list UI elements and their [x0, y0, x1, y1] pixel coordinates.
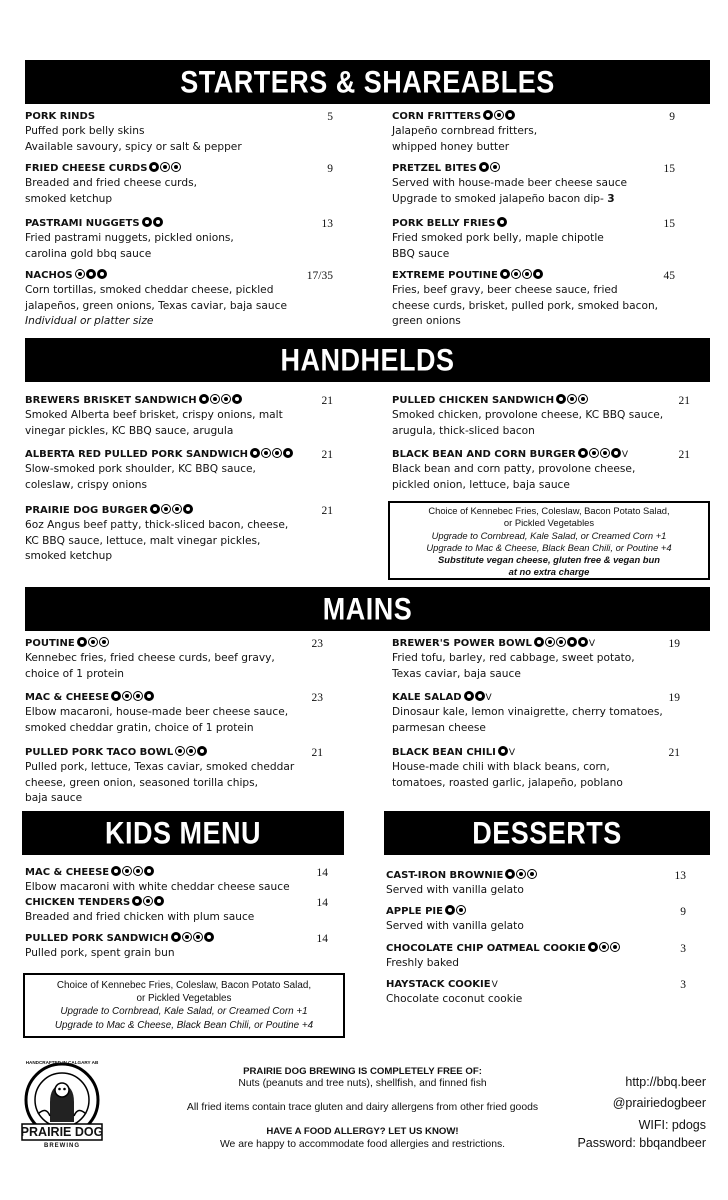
nuts-allergen-icon [533, 269, 543, 279]
vegan-icon: V [491, 980, 498, 990]
menu-item [392, 691, 702, 736]
gluten-allergen-icon [111, 866, 121, 876]
vegan-icon: V [588, 639, 596, 649]
menu-item-title: BLACK BEAN CHILI [392, 747, 496, 758]
menu-item [386, 869, 708, 899]
menu-item-price: 14 [316, 867, 328, 879]
allergen-icons [479, 162, 500, 172]
dairy-allergen-icon [567, 394, 577, 404]
menu-item-title: BREWER'S POWER BOWL [392, 638, 532, 649]
dairy-allergen-icon [511, 269, 521, 279]
dairy-allergen-icon [589, 448, 599, 458]
gluten-allergen-icon [556, 394, 566, 404]
social-handle[interactable]: @prairiedogbeer [612, 1096, 706, 1110]
allergen-icons [77, 637, 109, 647]
dairy-allergen-icon [545, 637, 555, 647]
allergen-icons [171, 932, 214, 942]
nuts-allergen-icon [611, 448, 621, 458]
dairy-allergen-icon [161, 504, 171, 514]
desserts-column [386, 869, 706, 1019]
handhelds-left-column [25, 394, 355, 574]
gluten-allergen-icon [150, 504, 160, 514]
gluten-allergen-icon [479, 162, 489, 172]
nuts-allergen-icon [144, 691, 154, 701]
menu-item-title: BLACK BEAN AND CORN BURGER [392, 449, 576, 460]
dairy-allergen-icon [494, 110, 504, 120]
allergy-note: We are happy to accommodate food allergies and restrictions. [219, 1139, 506, 1150]
section-banner-starters [25, 60, 710, 104]
allergen-icons [445, 905, 466, 915]
allergen-icons [111, 691, 154, 701]
menu-item-description: Served with house-made beer cheese sauce [392, 177, 628, 189]
menu-item-title: PORK RINDS [25, 111, 96, 122]
kids-box-line4: Upgrade to Mac & Cheese, Black Bean Chili, or Poutine +4 [54, 1019, 314, 1031]
menu-item-description: Breaded and fried cheese curds, smoked ketchup [25, 177, 197, 205]
menu-item-title: PRETZEL BITES [392, 163, 477, 174]
menu-item-price: 13 [674, 870, 686, 882]
menu-item-title: CHICKEN TENDERS [25, 897, 131, 908]
menu-item-description: Fried smoked pork belly, maple chipotle BBQ sauce [392, 232, 604, 260]
menu-item-description: Fried pastrami nuggets, pickled onions, carolina gold bbq sauce [25, 232, 234, 260]
shellfish-allergen-icon [171, 162, 181, 172]
kids-box-line2: or Pickled Vegetables [136, 993, 232, 1005]
nuts-allergen-icon [283, 448, 293, 458]
menu-item-price: 14 [316, 933, 328, 945]
shellfish-allergen-icon [186, 746, 196, 756]
menu-item-price: 9 [669, 111, 675, 123]
dairy-allergen-icon [182, 932, 192, 942]
menu-item-title: KALE SALAD [392, 692, 462, 703]
allergy-title: HAVE A FOOD ALLERGY? LET US KNOW! [266, 1126, 459, 1137]
menu-item-price: 15 [663, 163, 675, 175]
fish-allergen-icon [475, 691, 485, 701]
menu-item-price: 19 [668, 692, 680, 704]
allergen-icons [498, 746, 508, 756]
free-of-list: Nuts (peanuts and tree nuts), shellfish, and finned fish [238, 1078, 487, 1089]
menu-item-title: NACHOS [25, 270, 73, 281]
gluten-allergen-icon [505, 869, 515, 879]
gluten-allergen-icon [111, 691, 121, 701]
fried-items-note: All fried items contain trace gluten and dairy allergens from other fried goods [186, 1102, 539, 1113]
menu-item-description: Kennebec fries, fried cheese curds, beef gravy, choice of 1 protein [25, 652, 275, 680]
menu-item [25, 746, 345, 807]
menu-item-description: Jalapeño cornbread fritters, whipped honey butter [392, 125, 538, 153]
wifi-password: Password: bbqandbeer [577, 1136, 706, 1150]
allergen-icons [132, 896, 164, 906]
gluten-allergen-icon [250, 448, 260, 458]
starters-left-column [25, 110, 355, 334]
menu-item-title: PULLED PORK TACO BOWL [25, 747, 174, 758]
wifi-name: WIFI: pdogs [638, 1118, 706, 1132]
menu-item-price: 15 [663, 218, 675, 230]
handhelds-box-line5: Substitute vegan cheese, gluten free & vegan bun [438, 554, 660, 566]
gluten-allergen-icon [132, 896, 142, 906]
menu-item-price: 3 [680, 943, 686, 955]
menu-item-description: Fried tofu, barley, red cabbage, sweet potato, Texas caviar, baja sauce [392, 652, 635, 680]
menu-item-price: 9 [680, 906, 686, 918]
menu-item [392, 269, 697, 330]
gluten-allergen-icon [500, 269, 510, 279]
menu-item-upgrade [392, 192, 697, 208]
contact-info [540, 1072, 706, 1152]
allergen-icons [464, 691, 485, 701]
handhelds-box-line2: or Pickled Vegetables [503, 517, 595, 529]
allergen-icons [111, 866, 154, 876]
allergen-icons [150, 504, 193, 514]
menu-item-title: MAC & CHEESE [25, 692, 110, 703]
shellfish-allergen-icon [578, 394, 588, 404]
mains-right-column [392, 637, 712, 807]
shellfish-allergen-icon [193, 932, 203, 942]
menu-item-description: Corn tortillas, smoked cheddar cheese, pickled jalapeños, green onions, Texas caviar, baja sauce [25, 284, 287, 312]
menu-item [386, 942, 708, 972]
menu-item-title: PASTRAMI NUGGETS [25, 218, 140, 229]
menu-item-description: Slow-smoked pork shoulder, KC BBQ sauce, coleslaw, crispy onions [25, 463, 256, 491]
menu-item-title: APPLE PIE [386, 906, 443, 917]
section-banner-desserts [384, 811, 710, 855]
allergen-icons [75, 269, 107, 279]
menu-item-price: 21 [668, 747, 680, 759]
dairy-allergen-icon [88, 637, 98, 647]
menu-item-title: CHOCOLATE CHIP OATMEAL COOKIE [386, 943, 586, 954]
menu-item-description: Smoked chicken, provolone cheese, KC BBQ sauce, arugula, thick-sliced bacon [392, 409, 664, 437]
allergen-icons [556, 394, 588, 404]
dairy-allergen-icon [210, 394, 220, 404]
nuts-allergen-icon [197, 746, 207, 756]
allergen-icons [149, 162, 181, 172]
menu-item [25, 217, 355, 262]
menu-item-description: Elbow macaroni with white cheddar cheese sauce [25, 881, 290, 893]
menu-item-price: 21 [678, 395, 690, 407]
mains-left-column [25, 637, 355, 807]
menu-item [25, 932, 350, 962]
nuts-allergen-icon [505, 110, 515, 120]
menu-item-description: House-made chili with black beans, corn, tomatoes, roasted garlic, jalapeño, poblano [392, 761, 623, 789]
menu-item-price: 21 [321, 395, 333, 407]
gluten-allergen-icon [483, 110, 493, 120]
shellfish-allergen-icon [133, 866, 143, 876]
menu-item-title: FRIED CHEESE CURDS [25, 163, 148, 174]
dairy-allergen-icon [75, 269, 85, 279]
menu-item-price: 23 [311, 638, 323, 650]
menu-item-price: 21 [321, 505, 333, 517]
handhelds-box-line4: Upgrade to Mac & Cheese, Black Bean Chili, or Poutine +4 [426, 541, 672, 553]
menu-item-title: PRAIRIE DOG BURGER [25, 505, 148, 516]
menu-item [25, 637, 345, 682]
menu-item-description: Elbow macaroni, house-made beer cheese sauce, smoked cheddar gratin, choice of 1 protein [25, 706, 289, 734]
menu-item [25, 110, 355, 155]
section-banner-kids [22, 811, 344, 855]
shellfish-allergen-icon [600, 448, 610, 458]
menu-item-price: 19 [668, 638, 680, 650]
menu-item-price: 5 [327, 111, 333, 123]
upgrade-price: 3 [607, 192, 615, 205]
logo-subtitle: BREWING [44, 1143, 80, 1149]
menu-item [392, 746, 702, 791]
menu-item [392, 162, 697, 207]
section-banner-mains [25, 587, 710, 631]
allergen-icons [199, 394, 242, 404]
menu-item-price: 17/35 [306, 270, 333, 282]
shellfish-allergen-icon [99, 637, 109, 647]
nuts-allergen-icon [497, 217, 507, 227]
menu-item-description: Dinosaur kale, lemon vinaigrette, cherry tomatoes, parmesan cheese [392, 706, 663, 734]
menu-item [392, 394, 712, 439]
menu-item-description: Chocolate coconut cookie [386, 993, 523, 1005]
handhelds-box-line1: Choice of Kennebec Fries, Coleslaw, Bacon Potato Salad, [428, 505, 670, 516]
menu-item-price: 23 [311, 692, 323, 704]
upgrade-text: Upgrade to smoked jalapeño bacon dip- [392, 192, 608, 205]
menu-item-price: 14 [316, 897, 328, 909]
dairy-allergen-icon [122, 691, 132, 701]
menu-item [25, 162, 355, 207]
shellfish-allergen-icon [133, 691, 143, 701]
menu-item [392, 448, 712, 493]
gluten-allergen-icon [578, 448, 588, 458]
menu-item-price: 21 [311, 747, 323, 759]
menu-item [392, 217, 697, 262]
nuts-allergen-icon [97, 269, 107, 279]
section-title-mains: MAINS [322, 591, 413, 627]
logo-name: PRAIRIE DOG [20, 1125, 104, 1139]
menu-item-price: 9 [327, 163, 333, 175]
menu-item-title: CORN FRITTERS [392, 111, 482, 122]
menu-item-description: Pulled pork, lettuce, Texas caviar, smoked cheddar cheese, green onion, seasoned torilla chips, baja sauce [25, 761, 295, 804]
menu-item-description: Freshly baked [386, 957, 459, 969]
vegan-icon: V [621, 450, 628, 460]
fish-allergen-icon [578, 637, 588, 647]
nuts-allergen-icon [567, 637, 577, 647]
menu-item [25, 448, 355, 493]
gluten-allergen-icon [445, 905, 455, 915]
menu-item-price: 45 [663, 270, 675, 282]
dairy-allergen-icon [175, 746, 185, 756]
gluten-allergen-icon [142, 217, 152, 227]
nuts-allergen-icon [183, 504, 193, 514]
allergen-icons [250, 448, 293, 458]
gluten-allergen-icon [171, 932, 181, 942]
dairy-allergen-icon [490, 162, 500, 172]
allergen-icons [497, 217, 507, 227]
menu-item-price: 21 [321, 449, 333, 461]
menu-item-title: CAST-IRON BROWNIE [386, 870, 504, 881]
dairy-allergen-icon [261, 448, 271, 458]
dairy-allergen-icon [143, 896, 153, 906]
nuts-allergen-icon [144, 866, 154, 876]
menu-item-price: 13 [321, 218, 333, 230]
menu-item-price: 21 [678, 449, 690, 461]
allergen-icons [588, 942, 620, 952]
menu-item [25, 691, 345, 736]
menu-item-description: Served with vanilla gelato [386, 884, 524, 896]
allergen-icons [175, 746, 207, 756]
allergen-icons [142, 217, 163, 227]
shellfish-allergen-icon [527, 869, 537, 879]
menu-item [25, 504, 355, 565]
menu-item-title: BREWERS BRISKET SANDWICH [25, 395, 197, 406]
menu-item-description: Puffed pork belly skins Available savoury, spicy or salt & pepper [25, 125, 242, 153]
menu-item [392, 637, 702, 682]
allergen-icons [500, 269, 543, 279]
logo-tagline: HANDCRAFTED IN CALGARY AB [25, 1060, 99, 1065]
vegan-icon: V [508, 748, 516, 758]
section-title-kids: KIDS MENU [104, 815, 261, 851]
menu-item-title: PULLED PORK SANDWICH [25, 933, 169, 944]
allergen-icons [505, 869, 537, 879]
fish-allergen-icon [498, 746, 508, 756]
menu-item-description: Smoked Alberta beef brisket, crispy onions, malt vinegar pickles, KC BBQ sauce, arugula [25, 409, 283, 437]
gluten-allergen-icon [149, 162, 159, 172]
menu-item [392, 110, 697, 155]
shellfish-allergen-icon [221, 394, 231, 404]
dairy-allergen-icon [599, 942, 609, 952]
gluten-allergen-icon [77, 637, 87, 647]
menu-item-title: HAYSTACK COOKIE [386, 979, 491, 990]
kids-box-line3: Upgrade to Cornbread, Kale Salad, or Creamed Corn +1 [60, 1006, 308, 1018]
nuts-allergen-icon [464, 691, 474, 701]
menu-item-description: 6oz Angus beef patty, thick-sliced bacon, cheese, KC BBQ sauce, lettuce, malt vinegar pickles, smoked ketchup [25, 519, 289, 562]
menu-item-title: PORK BELLY FRIES [392, 218, 496, 229]
menu-item [386, 905, 708, 935]
menu-item-price: 3 [680, 979, 686, 991]
dairy-allergen-icon [160, 162, 170, 172]
website-link[interactable]: http://bbq.beer [625, 1075, 706, 1089]
vegan-icon: V [485, 693, 492, 703]
fish-allergen-icon [154, 896, 164, 906]
prairie-dog-logo [20, 1062, 104, 1162]
shellfish-allergen-icon [556, 637, 566, 647]
shellfish-allergen-icon [522, 269, 532, 279]
gluten-allergen-icon [588, 942, 598, 952]
kids-column [25, 866, 350, 966]
gluten-allergen-icon [86, 269, 96, 279]
handhelds-box-line3: Upgrade to Cornbread, Kale Salad, or Creamed Corn +1 [431, 529, 667, 541]
section-banner-handhelds [25, 338, 710, 382]
menu-item [25, 269, 355, 330]
menu-item-title: EXTREME POUTINE [392, 270, 498, 281]
free-of-title: PRAIRIE DOG BREWING IS COMPLETELY FREE OF: [243, 1066, 482, 1077]
dairy-allergen-icon [516, 869, 526, 879]
menu-item [25, 866, 350, 896]
gluten-allergen-icon [199, 394, 209, 404]
menu-item-title: PULLED CHICKEN SANDWICH [392, 395, 555, 406]
menu-item [25, 394, 355, 439]
shellfish-allergen-icon [272, 448, 282, 458]
menu-item-note: Individual or platter size [25, 315, 154, 327]
menu-item-description: Black bean and corn patty, provolone cheese, pickled onion, lettuce, baja sauce [392, 463, 636, 491]
section-title-starters: STARTERS & SHAREABLES [180, 64, 555, 100]
allergen-icons [534, 637, 588, 647]
handhelds-sides-box [388, 501, 710, 580]
handhelds-right-column [392, 394, 712, 504]
menu-item-description: Served with vanilla gelato [386, 920, 524, 932]
nuts-allergen-icon [232, 394, 242, 404]
menu-item-title: POUTINE [25, 638, 75, 649]
allergen-icons [578, 448, 621, 458]
kids-sides-box [23, 973, 345, 1038]
gluten-allergen-icon [534, 637, 544, 647]
menu-item-description: Pulled pork, spent grain bun [25, 947, 175, 959]
handhelds-box-line6: at no extra charge [508, 566, 590, 578]
menu-item-description: Fries, beef gravy, beer cheese sauce, fried cheese curds, brisket, pulled pork, smoked bacon, green onions [392, 284, 659, 327]
menu-item-description: Breaded and fried chicken with plum sauce [25, 911, 255, 923]
menu-item [25, 896, 350, 926]
starters-right-column [392, 110, 712, 334]
section-title-desserts: DESSERTS [472, 815, 622, 851]
menu-item [386, 978, 708, 1008]
nuts-allergen-icon [204, 932, 214, 942]
section-title-handhelds: HANDHELDS [280, 342, 455, 378]
shellfish-allergen-icon [172, 504, 182, 514]
dairy-allergen-icon [456, 905, 466, 915]
kids-box-line1: Choice of Kennebec Fries, Coleslaw, Bacon Potato Salad, [56, 980, 312, 991]
allergen-icons [483, 110, 515, 120]
menu-item-title: ALBERTA RED PULLED PORK SANDWICH [25, 449, 249, 460]
dairy-allergen-icon [122, 866, 132, 876]
shellfish-allergen-icon [610, 942, 620, 952]
nuts-allergen-icon [153, 217, 163, 227]
menu-item-title: MAC & CHEESE [25, 867, 110, 878]
